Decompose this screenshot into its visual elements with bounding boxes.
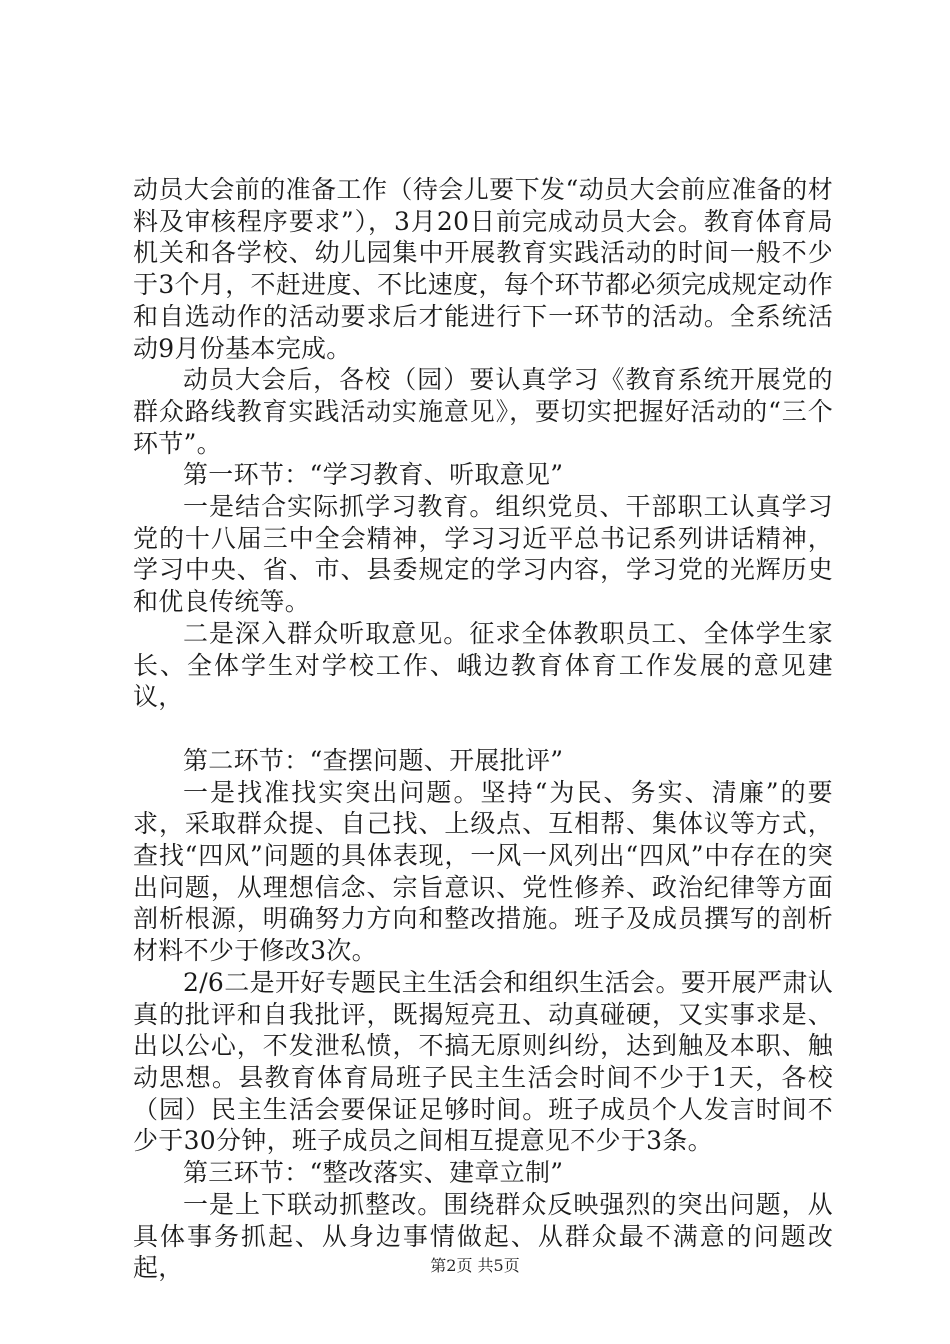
document-body	[133, 174, 833, 1284]
paragraph-after-mobilization: 动员大会后，各校（园）要认真学习《教育系统开展党的群众路线教育实践活动实施意见》，要切实把握好活动的“三个环节”。	[133, 365, 833, 458]
heading-stage-three: 第三环节：“整改落实、建章立制”	[183, 1158, 564, 1188]
paragraph-preparation: 动员大会前的准备工作（待会儿要下发“动员大会前应准备的材料及审核程序要求”），3月20日前完成动员大会。教育体育局机关和各学校、幼儿园集中开展教育实践活动的时间一般不少于3个月，不赶进度、不比速度，每个环节都必须完成规定动作和自选动作的活动要求后才能进行下一环节的活动。全系统活动9月份基本完成。	[133, 175, 833, 363]
paragraph-find-problems: 一是找准找实突出问题。坚持“为民、务实、清廉”的要求，采取群众提、自己找、上级点、互相帮、集体议等方式，查找“四风”问题的具体表现，一风一风列出“四风”中存在的突出问题，从理想信念、宗旨意识、党性修养、政治纪律等方面剖析根源，明确努力方向和整改措施。班子及成员撰写的剖析材料不少于修改3次。	[133, 777, 833, 966]
blank-line	[133, 713, 833, 745]
paragraph-democratic-life-meeting: 2/6二是开好专题民主生活会和组织生活会。要开展严肃认真的批评和自我批评，既揭短亮丑、动真碰硬，又实事求是、出以公心，不发泄私愤，不搞无原则纠纷，达到触及本职、触动思想。县教育体育局班子民主生活会时间不少于1天，各校（园）民主生活会要保证足够时间。班子成员个人发言时间不少于30分钟，班子成员之间相互提意见不少于3条。	[133, 967, 833, 1156]
paragraph-listen-opinions: 二是深入群众听取意见。征求全体教职员工、全体学生家长、全体学生对学校工作、峨边教育体育工作发展的意见建议，	[133, 618, 833, 712]
heading-stage-two: 第二环节：“查摆问题、开展批评”	[183, 745, 564, 775]
paragraph-rectification: 一是上下联动抓整改。围绕群众反映强烈的突出问题，从具体事务抓起、从身边事情做起、从群众最不满意的问题改起，	[133, 1189, 833, 1283]
paragraph-study-education: 一是结合实际抓学习教育。组织党员、干部职工认真学习党的十八届三中全会精神，学习习近平总书记系列讲话精神，学习中央、省、市、县委规定的学习内容，学习党的光辉历史和优良传统等。	[133, 492, 833, 617]
heading-stage-one: 第一环节：“学习教育、听取意见”	[183, 460, 564, 490]
page-number-footer: 第2页 共5页	[430, 1256, 520, 1275]
